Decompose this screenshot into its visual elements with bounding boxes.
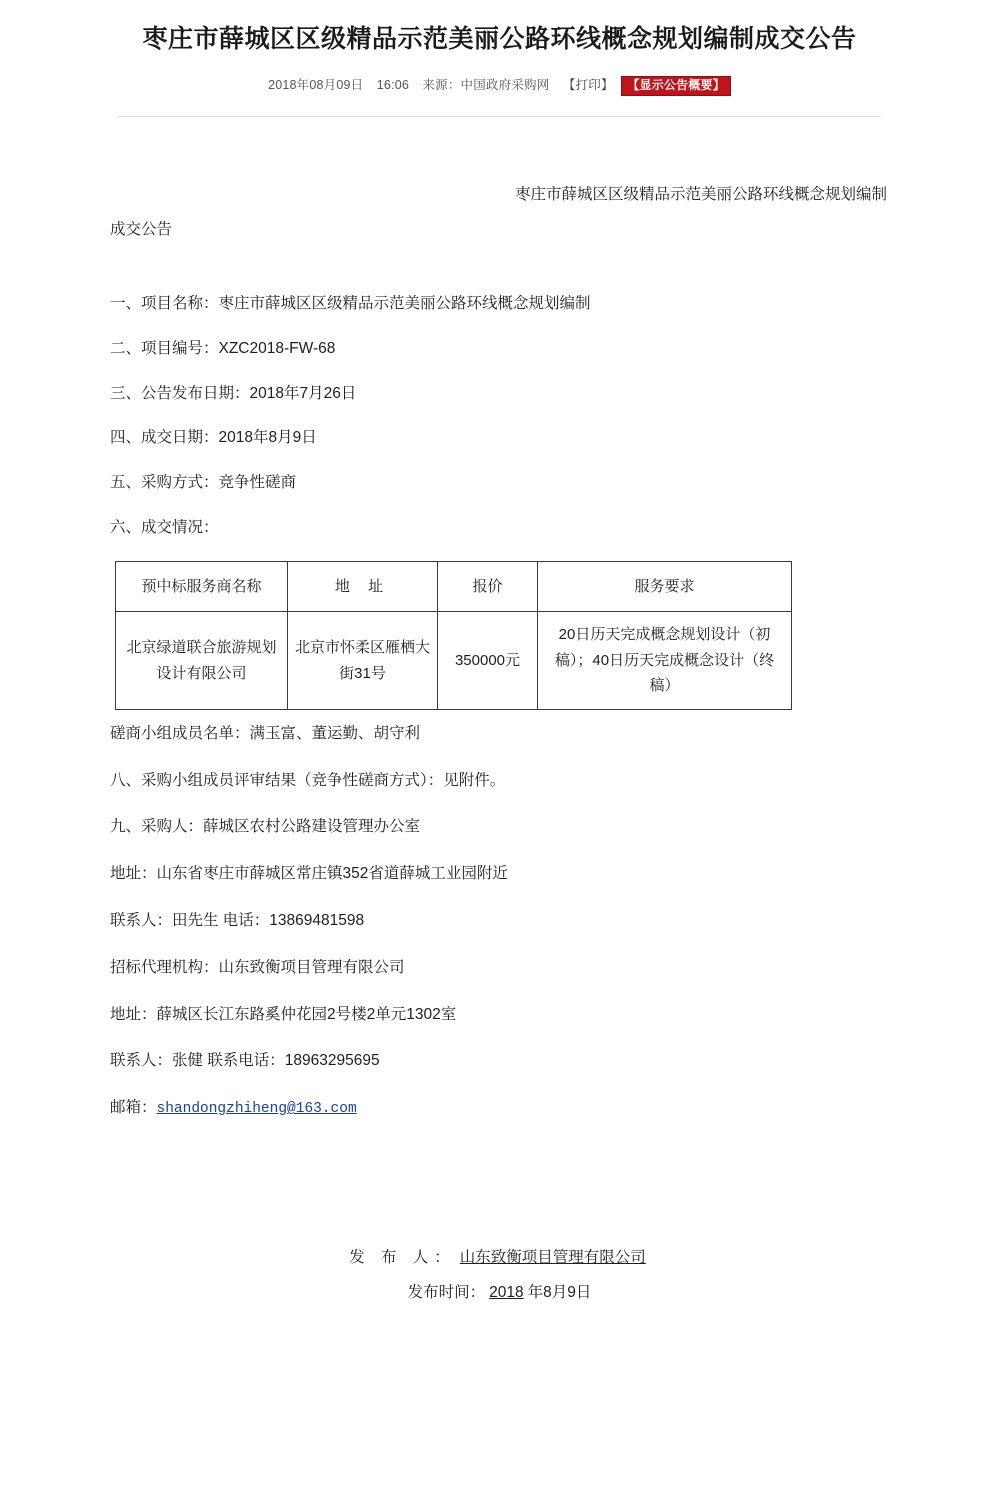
source-label: 来源： bbox=[422, 78, 461, 92]
cell-price: 350000元 bbox=[438, 612, 538, 710]
item-purchaser: 九、采购人：薛城区农村公路建设管理办公室 bbox=[110, 818, 421, 836]
item-award-date: 四、成交日期：2018年8月9日 bbox=[110, 429, 317, 447]
publish-date: 2018年08月09日 bbox=[268, 78, 364, 92]
publish-year: 2018 bbox=[489, 1283, 524, 1301]
footer-publisher-line bbox=[110, 1241, 889, 1275]
item-agency-contact: 联系人：张健 联系电话：18963295695 bbox=[110, 1052, 380, 1070]
item-project-code: 二、项目编号：XZC2018-FW-68 bbox=[110, 339, 336, 357]
publish-rest: 年8月9日 bbox=[527, 1283, 592, 1301]
footer-publish-time-line bbox=[110, 1276, 889, 1310]
table-header-price: 报价 bbox=[438, 561, 538, 612]
document-header bbox=[0, 0, 999, 117]
award-table bbox=[115, 561, 792, 710]
cell-requirement: 20日历天完成概念规划设计（初稿）；40日历天完成概念设计（终稿） bbox=[538, 612, 792, 710]
email-link[interactable]: shandongzhiheng@163.com bbox=[156, 1101, 357, 1118]
table-header-requirement: 服务要求 bbox=[538, 561, 792, 612]
item-project-name: 一、项目名称：枣庄市薛城区区级精品示范美丽公路环线概念规划编制 bbox=[110, 295, 591, 313]
item-review-result: 八、采购小组成员评审结果（竞争性磋商方式）：见附件。 bbox=[110, 771, 506, 789]
publish-time-label: 发布时间： bbox=[407, 1283, 486, 1301]
publish-time: 16:06 bbox=[376, 78, 410, 92]
item-award-result-label: 六、成交情况： bbox=[110, 519, 219, 537]
table-header-supplier: 预中标服务商名称 bbox=[116, 561, 288, 612]
table-header-row bbox=[116, 561, 792, 612]
cell-supplier: 北京绿道联合旅游规划设计有限公司 bbox=[116, 612, 288, 710]
table-header-address: 地 址 bbox=[288, 561, 438, 612]
document-footer bbox=[110, 1241, 889, 1309]
item-procurement-method: 五、采购方式：竞争性磋商 bbox=[110, 474, 297, 492]
cell-address: 北京市怀柔区雁栖大街31号 bbox=[288, 612, 438, 710]
item-announce-date: 三、公告发布日期：2018年7月26日 bbox=[110, 384, 357, 402]
item-purchaser-address: 地址：山东省枣庄市薛城区常庄镇352省道薛城工业园附近 bbox=[110, 865, 508, 883]
item-committee-members: 磋商小组成员名单：满玉富、董运勤、胡守利 bbox=[110, 724, 421, 742]
print-button[interactable]: 【打印】 bbox=[562, 78, 614, 92]
publisher-name: 山东致衡项目管理有限公司 bbox=[459, 1249, 646, 1267]
item-agency-address: 地址：薛城区长江东路奚仲花园2号楼2单元1302室 bbox=[110, 1005, 457, 1023]
document-meta bbox=[0, 75, 999, 96]
item-email bbox=[110, 1096, 889, 1121]
document-body bbox=[110, 117, 889, 1310]
show-summary-button[interactable]: 【显示公告概要】 bbox=[621, 76, 731, 96]
item-agency: 招标代理机构：山东致衡项目管理有限公司 bbox=[110, 958, 405, 976]
source-name: 中国政府采购网 bbox=[460, 78, 550, 92]
publisher-label: 发 布 人： bbox=[349, 1249, 456, 1267]
table-row bbox=[116, 612, 792, 710]
item-purchaser-contact: 联系人：田先生 电话：13869481598 bbox=[110, 912, 365, 930]
email-label: 邮箱： bbox=[110, 1099, 157, 1117]
announcement-title-line-2: 成交公告 bbox=[110, 221, 173, 239]
page-title: 枣庄市薛城区区级精品示范美丽公路环线概念规划编制成交公告 bbox=[142, 25, 857, 53]
announcement-title bbox=[110, 177, 889, 248]
announcement-title-line-1: 枣庄市薛城区区级精品示范美丽公路环线概念规划编制 bbox=[514, 185, 887, 203]
